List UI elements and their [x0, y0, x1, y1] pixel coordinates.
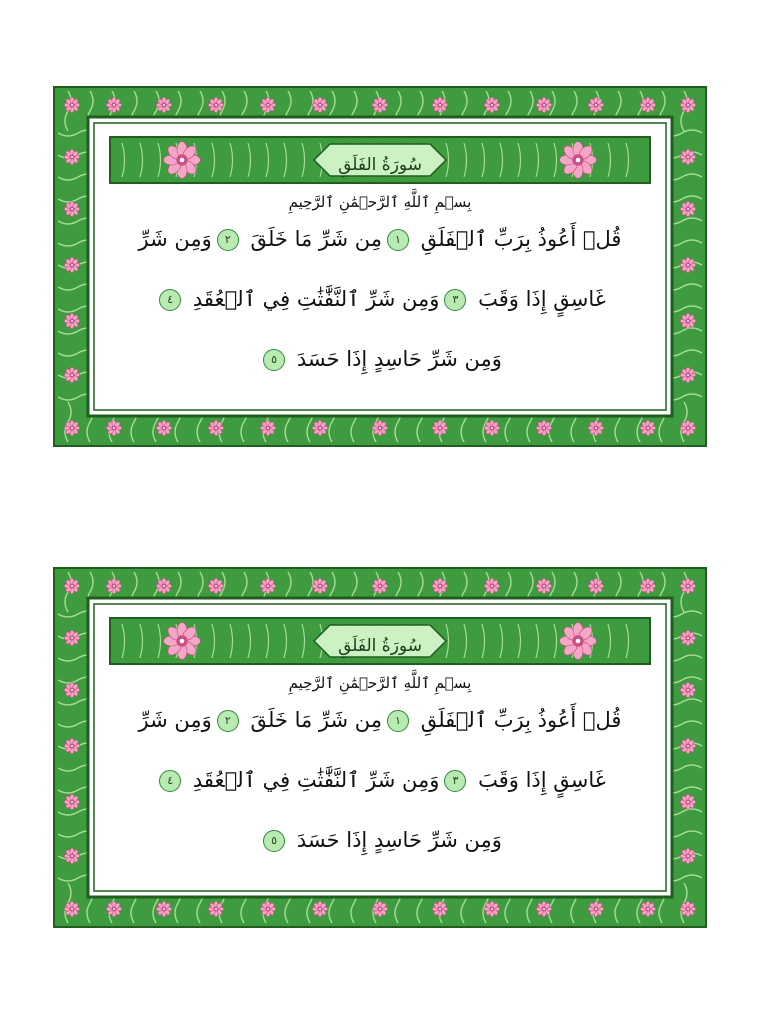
verse-line [96, 347, 664, 371]
border-rosette [372, 578, 388, 594]
border-rosette [588, 97, 604, 113]
border-rosette [156, 578, 172, 594]
border-rosette [432, 901, 448, 917]
border-rosette [680, 420, 696, 436]
border-rosette [588, 578, 604, 594]
border-rosette [106, 97, 122, 113]
ayah-number-marker: ٥ [263, 349, 285, 371]
border-rosette [536, 578, 552, 594]
border-rosette [680, 901, 696, 917]
ayah-number-marker: ٢ [217, 710, 239, 732]
border-rosette [432, 97, 448, 113]
border-rosette [680, 367, 696, 383]
border-rosette [484, 420, 500, 436]
border-rosette [680, 682, 696, 698]
border-rosette [260, 901, 276, 917]
verse-line [96, 227, 664, 251]
verse-text: وَمِن شَرِّ ٱلنَّفَّٰثَٰتِ فِي ٱلۡعُقَدِ [192, 287, 440, 311]
border-rosette [64, 420, 80, 436]
border-rosette [680, 257, 696, 273]
verse-text: مِن شَرِّ مَا خَلَقَ [250, 708, 383, 732]
border-rosette [64, 738, 80, 754]
ayah-number-marker: ٤ [159, 770, 181, 792]
border-rosette [536, 97, 552, 113]
basmala: بِسۡمِ ٱللَّهِ ٱلرَّحۡمَٰنِ ٱلرَّحِيمِ [288, 193, 472, 211]
border-rosette [680, 848, 696, 864]
border-rosette [260, 97, 276, 113]
ayah-number-marker: ٤ [159, 289, 181, 311]
verse-text: قُلۡ أَعُوذُ بِرَبِّ ٱلۡفَلَقِ [420, 708, 622, 732]
border-rosette [64, 794, 80, 810]
border-rosette [372, 97, 388, 113]
border-rosette [208, 578, 224, 594]
verse-line [96, 768, 664, 792]
verse-text: غَاسِقٍ إِذَا وَقَبَ [478, 287, 606, 311]
verse-line [96, 708, 664, 732]
verse-text: وَمِن شَرِّ حَاسِدٍ إِذَا حَسَدَ [296, 347, 502, 371]
border-rosette [536, 901, 552, 917]
border-rosette [260, 420, 276, 436]
surah-title: سُورَةُ الفَلَقِ [338, 155, 422, 175]
border-rosette [64, 901, 80, 917]
surah-text-area [96, 123, 664, 409]
border-rosette [484, 578, 500, 594]
ayah-number-marker: ٥ [263, 830, 285, 852]
basmala: بِسۡمِ ٱللَّهِ ٱلرَّحۡمَٰنِ ٱلرَّحِيمِ [288, 674, 472, 692]
border-rosette [680, 201, 696, 217]
border-rosette [640, 97, 656, 113]
ayah-number-marker: ١ [387, 229, 409, 251]
border-rosette [372, 901, 388, 917]
ayah-number-marker: ٢ [217, 229, 239, 251]
ayah-number-marker: ٣ [444, 770, 466, 792]
border-rosette [680, 313, 696, 329]
border-rosette [64, 367, 80, 383]
border-rosette [208, 420, 224, 436]
border-rosette [432, 420, 448, 436]
border-rosette [64, 201, 80, 217]
border-rosette [312, 901, 328, 917]
border-rosette [64, 848, 80, 864]
verse-text: غَاسِقٍ إِذَا وَقَبَ [478, 768, 606, 792]
surah-title: سُورَةُ الفَلَقِ [338, 636, 422, 656]
border-rosette [484, 97, 500, 113]
border-rosette [208, 97, 224, 113]
border-rosette [106, 901, 122, 917]
border-rosette [588, 901, 604, 917]
border-rosette [680, 794, 696, 810]
ayah-number-marker: ١ [387, 710, 409, 732]
verse-text: وَمِن شَرِّ [138, 708, 212, 732]
border-rosette [432, 578, 448, 594]
border-rosette [640, 420, 656, 436]
verse-line [96, 287, 664, 311]
border-rosette [680, 97, 696, 113]
surah-text-area [96, 604, 664, 890]
border-rosette [312, 578, 328, 594]
border-rosette [156, 420, 172, 436]
border-rosette [64, 149, 80, 165]
border-rosette [640, 578, 656, 594]
border-rosette [64, 313, 80, 329]
verse-text: قُلۡ أَعُوذُ بِرَبِّ ٱلۡفَلَقِ [420, 227, 622, 251]
verse-text: وَمِن شَرِّ حَاسِدٍ إِذَا حَسَدَ [296, 828, 502, 852]
surah-card-2 [52, 566, 708, 929]
border-rosette [680, 149, 696, 165]
border-rosette [680, 578, 696, 594]
verse-text: وَمِن شَرِّ [138, 227, 212, 251]
verse-text: وَمِن شَرِّ ٱلنَّفَّٰثَٰتِ فِي ٱلۡعُقَدِ [192, 768, 440, 792]
border-rosette [156, 901, 172, 917]
border-rosette [484, 901, 500, 917]
border-rosette [64, 257, 80, 273]
border-rosette [208, 901, 224, 917]
verse-text: مِن شَرِّ مَا خَلَقَ [250, 227, 383, 251]
border-rosette [372, 420, 388, 436]
border-rosette [640, 901, 656, 917]
border-rosette [680, 630, 696, 646]
border-rosette [156, 97, 172, 113]
border-rosette [64, 630, 80, 646]
border-rosette [64, 682, 80, 698]
verse-line [96, 828, 664, 852]
border-rosette [312, 420, 328, 436]
border-rosette [680, 738, 696, 754]
ayah-number-marker: ٣ [444, 289, 466, 311]
border-rosette [106, 420, 122, 436]
border-rosette [106, 578, 122, 594]
border-rosette [64, 578, 80, 594]
border-rosette [536, 420, 552, 436]
surah-card-1 [52, 85, 708, 448]
border-rosette [312, 97, 328, 113]
border-rosette [64, 97, 80, 113]
border-rosette [588, 420, 604, 436]
border-rosette [260, 578, 276, 594]
